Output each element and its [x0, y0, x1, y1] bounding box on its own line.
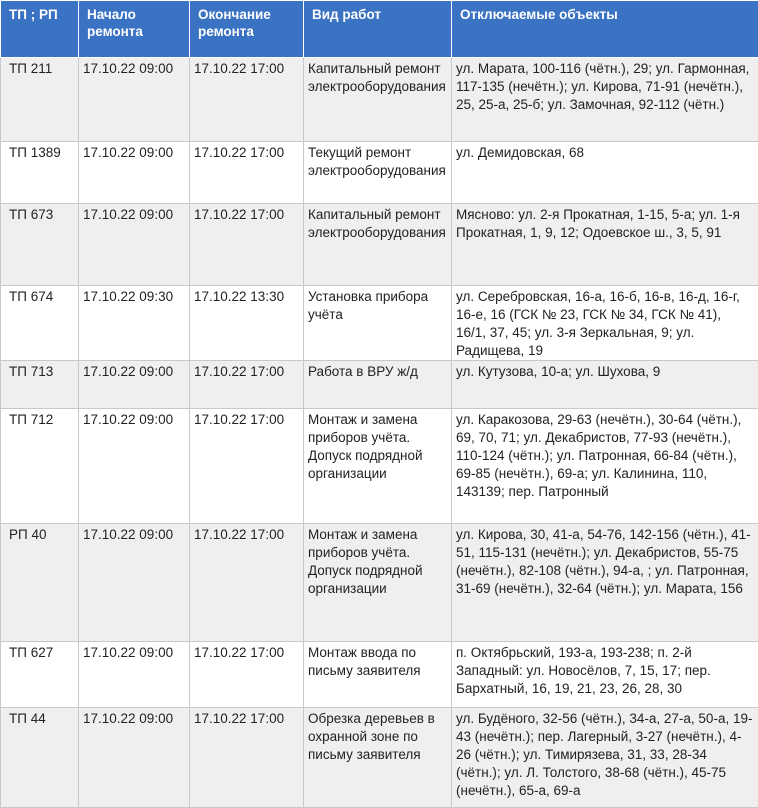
cell-end: 17.10.22 17:00 — [190, 361, 304, 409]
cell-work: Монтаж и замена приборов учёта. Допуск подрядной организации — [304, 524, 452, 642]
table-row — [1, 286, 758, 361]
cell-objects: ул. Марата, 100-116 (чётн.), 29; ул. Гармонная, 117-135 (нечётн.); ул. Кирова, 71-91 (нечётн.), 25, 25-а, 25-б; ул. Замочная, 92-112 (чётн.) — [452, 58, 758, 142]
cell-work: Установка прибора учёта — [304, 286, 452, 361]
header-objects: Отключаемые объекты — [452, 1, 758, 58]
cell-end: 17.10.22 17:00 — [190, 204, 304, 286]
cell-tp: ТП 713 — [1, 361, 79, 409]
cell-work: Монтаж ввода по письму заявителя — [304, 642, 452, 708]
table-row — [1, 409, 758, 524]
cell-tp: РП 40 — [1, 524, 79, 642]
cell-work: Работа в ВРУ ж/д — [304, 361, 452, 409]
header-end: Окончание ремонта — [190, 1, 304, 58]
table-row — [1, 708, 758, 808]
table-row — [1, 524, 758, 642]
cell-end: 17.10.22 17:00 — [190, 524, 304, 642]
cell-tp: ТП 712 — [1, 409, 79, 524]
cell-objects: ул. Каракозова, 29-63 (нечётн.), 30-64 (чётн.), 69, 70, 71; ул. Декабристов, 77-93 (нечётн.), 110-124 (чётн.); ул. Патронная, 66-84 (чётн.), 69-85 (нечётн.), 69-а; ул. Калинина, 110, 143139; пер. Патронный — [452, 409, 758, 524]
cell-tp: ТП 627 — [1, 642, 79, 708]
table-row — [1, 142, 758, 204]
cell-start: 17.10.22 09:00 — [79, 142, 190, 204]
cell-start: 17.10.22 09:00 — [79, 708, 190, 808]
cell-start: 17.10.22 09:00 — [79, 642, 190, 708]
cell-start: 17.10.22 09:00 — [79, 361, 190, 409]
cell-start: 17.10.22 09:00 — [79, 58, 190, 142]
cell-objects: ул. Кутузова, 10-а; ул. Шухова, 9 — [452, 361, 758, 409]
cell-tp: ТП 674 — [1, 286, 79, 361]
cell-end: 17.10.22 17:00 — [190, 142, 304, 204]
cell-start: 17.10.22 09:00 — [79, 409, 190, 524]
cell-end: 17.10.22 17:00 — [190, 58, 304, 142]
header-tp: ТП ; РП — [1, 1, 79, 58]
cell-tp: ТП 211 — [1, 58, 79, 142]
cell-objects: Мясново: ул. 2-я Прокатная, 1-15, 5-а; ул. 1-я Прокатная, 1, 9, 12; Одоевское ш., 3, 5, 91 — [452, 204, 758, 286]
cell-work: Монтаж и замена приборов учёта. Допуск подрядной организации — [304, 409, 452, 524]
header-work: Вид работ — [304, 1, 452, 58]
cell-tp: ТП 1389 — [1, 142, 79, 204]
cell-work: Текущий ремонт электрооборудования — [304, 142, 452, 204]
table-header-row — [1, 1, 758, 58]
cell-start: 17.10.22 09:00 — [79, 524, 190, 642]
header-start: Начало ремонта — [79, 1, 190, 58]
cell-start: 17.10.22 09:00 — [79, 204, 190, 286]
cell-end: 17.10.22 17:00 — [190, 642, 304, 708]
table-row — [1, 361, 758, 409]
cell-tp: ТП 673 — [1, 204, 79, 286]
cell-objects: ул. Кирова, 30, 41-а, 54-76, 142-156 (чётн.), 41-51, 115-131 (нечётн.); ул. Декабристов, 55-75 (нечётн.), 82-108 (чётн.), 94-а, ; ул. Патронная, 31-69 (нечётн.), 32-64 (чётн.); ул. Марата, 156 — [452, 524, 758, 642]
table-row — [1, 642, 758, 708]
table-row — [1, 58, 758, 142]
cell-work: Обрезка деревьев в охранной зоне по письму заявителя — [304, 708, 452, 808]
cell-objects: ул. Демидовская, 68 — [452, 142, 758, 204]
table-row — [1, 204, 758, 286]
cell-end: 17.10.22 17:00 — [190, 708, 304, 808]
cell-objects: п. Октябрьский, 193-а, 193-238; п. 2-й Западный: ул. Новосёлов, 7, 15, 17; пер. Бархатный, 16, 19, 21, 23, 26, 28, 30 — [452, 642, 758, 708]
cell-tp: ТП 44 — [1, 708, 79, 808]
cell-end: 17.10.22 17:00 — [190, 409, 304, 524]
cell-work: Капитальный ремонт электрооборудования — [304, 204, 452, 286]
cell-work: Капитальный ремонт электрооборудования — [304, 58, 452, 142]
cell-end: 17.10.22 13:30 — [190, 286, 304, 361]
cell-objects: ул. Будёного, 32-56 (чётн.), 34-а, 27-а, 50-а, 19-43 (нечётн.); пер. Лагерный, 3-27 (нечётн.), 4-26 (чётн.); ул. Тимирязева, 31, 33, 28-34 (чётн.); ул. Л. Толстого, 38-68 (чётн.), 45-75 (нечётн.), 65-а, 69-а — [452, 708, 758, 808]
cell-start: 17.10.22 09:30 — [79, 286, 190, 361]
cell-objects: ул. Серебровская, 16-а, 16-б, 16-в, 16-д, 16-г, 16-е, 16 (ГСК № 23, ГСК № 34, ГСК № 41), 16/1, 37, 45; ул. 3-я Зеркальная, 9; ул. Радищева, 19 — [452, 286, 758, 361]
